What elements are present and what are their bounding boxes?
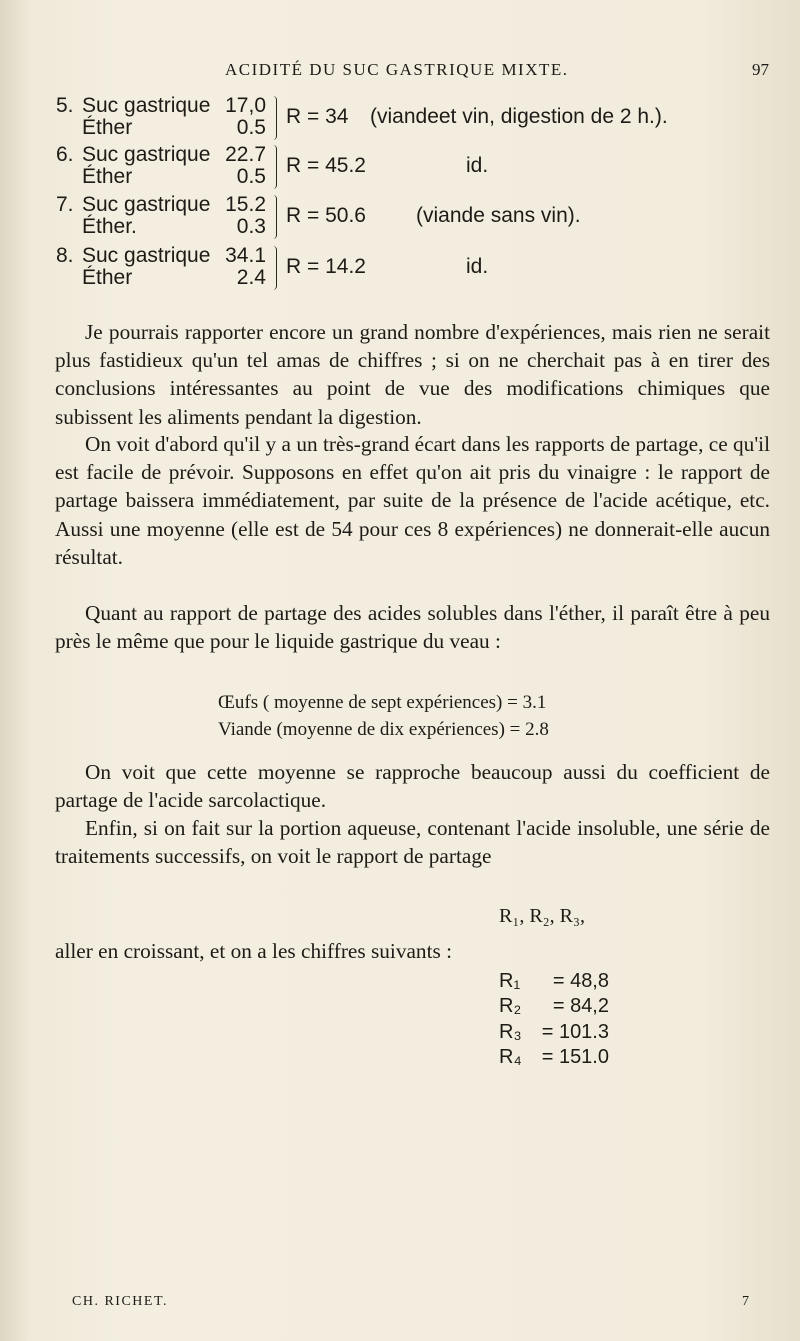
gastric-juice-label: Suc gastrique bbox=[82, 193, 211, 216]
ether-value: 2.4 bbox=[236, 266, 266, 289]
brace bbox=[270, 145, 277, 189]
paragraph: aller en croissant, et on a les chiffres suivants : bbox=[55, 939, 453, 963]
ether-value: 0.5 bbox=[236, 116, 266, 139]
brace bbox=[270, 195, 277, 239]
experiment-number: 6. bbox=[56, 143, 74, 166]
ether-label: Éther bbox=[82, 266, 133, 289]
paragraph-sarcolactique bbox=[55, 758, 770, 814]
experiment-number: 8. bbox=[56, 244, 74, 267]
paragraph: On voit que cette moyenne se rapproche beaucoup aussi du coefficient de partage de l'acide sarcolactique. bbox=[55, 760, 770, 813]
ratio-label: R₄ bbox=[499, 1046, 522, 1068]
paragraph-ecart bbox=[55, 430, 770, 571]
average-meat: Viande (moyenne de dix expériences) = 2.8 bbox=[218, 719, 549, 740]
experiment-note: (viande sans vin). bbox=[416, 204, 581, 227]
brace bbox=[270, 96, 277, 140]
ratio-label: R₁ bbox=[499, 970, 521, 992]
ratio-value: = 101.3 bbox=[541, 1021, 609, 1043]
sheet-number: 7 bbox=[742, 1294, 749, 1309]
ether-label: Éther bbox=[82, 165, 133, 188]
partition-ratio: R = 34 bbox=[286, 105, 349, 128]
paragraph: Quant au rapport de partage des acides solubles dans l'éther, il paraît être à peu près le même que pour le liquide gastrique du veau : bbox=[55, 601, 770, 654]
ratio-label: R₃ bbox=[499, 1021, 522, 1043]
experiment-note: (viandeet vin, digestion de 2 h.). bbox=[370, 105, 668, 128]
experiment-note: id. bbox=[466, 255, 489, 278]
paragraph-enfin bbox=[55, 814, 770, 870]
gastric-juice-value: 34.1 bbox=[225, 244, 266, 267]
ether-value: 0.3 bbox=[236, 215, 266, 238]
paragraph-croissant bbox=[55, 937, 770, 965]
gastric-juice-label: Suc gastrique bbox=[82, 244, 211, 267]
ratio-value: = 151.0 bbox=[541, 1046, 609, 1068]
experiment-5 bbox=[56, 94, 776, 148]
ratio-sequence: R₁, R₂, R₃, bbox=[499, 905, 585, 927]
paragraph: Enfin, si on fait sur la portion aqueuse, contenant l'acide insoluble, une série de traitements successifs, on voit le rapport de partage bbox=[55, 816, 770, 869]
ether-label: Éther bbox=[82, 116, 133, 139]
brace bbox=[270, 246, 277, 290]
paragraph-intro bbox=[55, 318, 770, 431]
experiment-note: id. bbox=[466, 154, 489, 177]
experiment-number: 7. bbox=[56, 193, 74, 216]
page-header bbox=[0, 60, 800, 84]
paragraph: On voit d'abord qu'il y a un très-grand écart dans les rapports de partage, ce qu'il est facile de prévoir. Supposons en effet qu'on ait pris du vinaigre : le rapport de partage baissera immédiatement, par suite de la présence de l'acide acétique, etc. Aussi une moyenne (elle est de 54 pour ces 8 expériences) ne donnerait-elle aucun résultat. bbox=[55, 432, 770, 569]
partition-ratio: R = 14.2 bbox=[286, 255, 366, 278]
paragraph-ether bbox=[55, 599, 770, 655]
partition-ratio: R = 50.6 bbox=[286, 204, 366, 227]
ratio-value: = 84,2 bbox=[552, 995, 609, 1017]
experiment-7 bbox=[56, 193, 776, 247]
partition-ratio: R = 45.2 bbox=[286, 154, 366, 177]
gastric-juice-label: Suc gastrique bbox=[82, 94, 211, 117]
page-footer bbox=[0, 1294, 800, 1314]
gastric-juice-value: 22.7 bbox=[225, 143, 266, 166]
ratio-value: = 48,8 bbox=[552, 970, 609, 992]
experiment-number: 5. bbox=[56, 94, 74, 117]
experiment-6 bbox=[56, 143, 776, 197]
page-number: 97 bbox=[752, 60, 769, 79]
gastric-juice-value: 15.2 bbox=[225, 193, 266, 216]
experiment-8 bbox=[56, 244, 776, 298]
gastric-juice-value: 17,0 bbox=[225, 94, 266, 117]
running-title: ACIDITÉ DU SUC GASTRIQUE MIXTE. bbox=[225, 60, 569, 79]
gastric-juice-label: Suc gastrique bbox=[82, 143, 211, 166]
ether-value: 0.5 bbox=[236, 165, 266, 188]
ratio-label: R₂ bbox=[499, 995, 522, 1017]
average-eggs: Œufs ( moyenne de sept expériences) = 3.1 bbox=[218, 692, 547, 713]
ether-label: Éther. bbox=[82, 215, 137, 238]
printer-signature: CH. RICHET. bbox=[72, 1294, 168, 1309]
paragraph: Je pourrais rapporter encore un grand nombre d'expériences, mais rien ne serait plus fastidieux qu'un tel amas de chiffres ; si on ne cherchait pas à en tirer des conclusions intéressantes au point de vue des modifications chimiques que subissent les aliments pendant la digestion. bbox=[55, 320, 770, 429]
